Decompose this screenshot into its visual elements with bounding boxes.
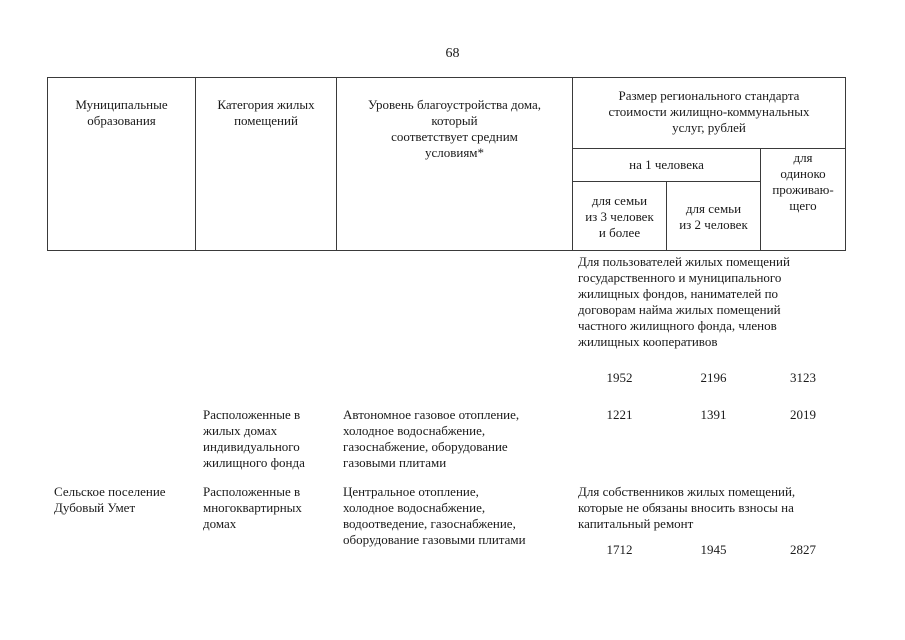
row3-value-single: 2827: [790, 542, 816, 557]
page-number: 68: [445, 46, 460, 61]
row2-value-family2: 1391: [700, 407, 727, 422]
row1-value-family2: 2196: [700, 370, 727, 385]
note-owners: Для собственников жилых помещений, которые не обязаны вносить взносы на капитальный ремонт: [578, 484, 796, 531]
row3-value-family3: 1712: [606, 542, 633, 557]
row3-level: Центральное отопление, холодное водоснабжение, водоотведение, газоснабжение, оборудование газовыми плитами: [343, 484, 526, 547]
note-users: Для пользователей жилых помещений государственного и муниципального жилищных фондов, нанимателей по договорам найма жилых помещений частного жилищного фонда, членов жилищных кооперативов: [578, 254, 790, 349]
row1-value-family3: 1952: [606, 370, 633, 385]
header-family3: для семьи из 3 человек и более: [585, 193, 654, 240]
row3-municipality: Сельское поселение Дубовый Умет: [54, 484, 166, 515]
header-family2: для семьи из 2 человек: [679, 201, 748, 232]
row2-category: Расположенные в жилых домах индивидуального жилищного фонда: [203, 407, 305, 470]
row3-category: Расположенные в многоквартирных домах: [203, 484, 302, 531]
row3-value-family2: 1945: [700, 542, 727, 557]
header-category: Категория жилых помещений: [217, 97, 315, 128]
row1-value-single: 3123: [790, 370, 816, 385]
header-per-person: на 1 человека: [629, 157, 704, 172]
header-single: для одиноко проживаю- щего: [772, 150, 834, 213]
header-municipality: Муниципальные образования: [75, 97, 168, 128]
row2-level: Автономное газовое отопление, холодное водоснабжение, газоснабжение, оборудование газовыми плитами: [343, 407, 520, 470]
row2-value-family3: 1221: [606, 407, 633, 422]
header-level: Уровень благоустройства дома, который соответствует средним условиям*: [367, 97, 542, 160]
header-standard: Размер регионального стандарта стоимости жилищно-коммунальных услуг, рублей: [608, 88, 810, 135]
row2-value-single: 2019: [790, 407, 816, 422]
